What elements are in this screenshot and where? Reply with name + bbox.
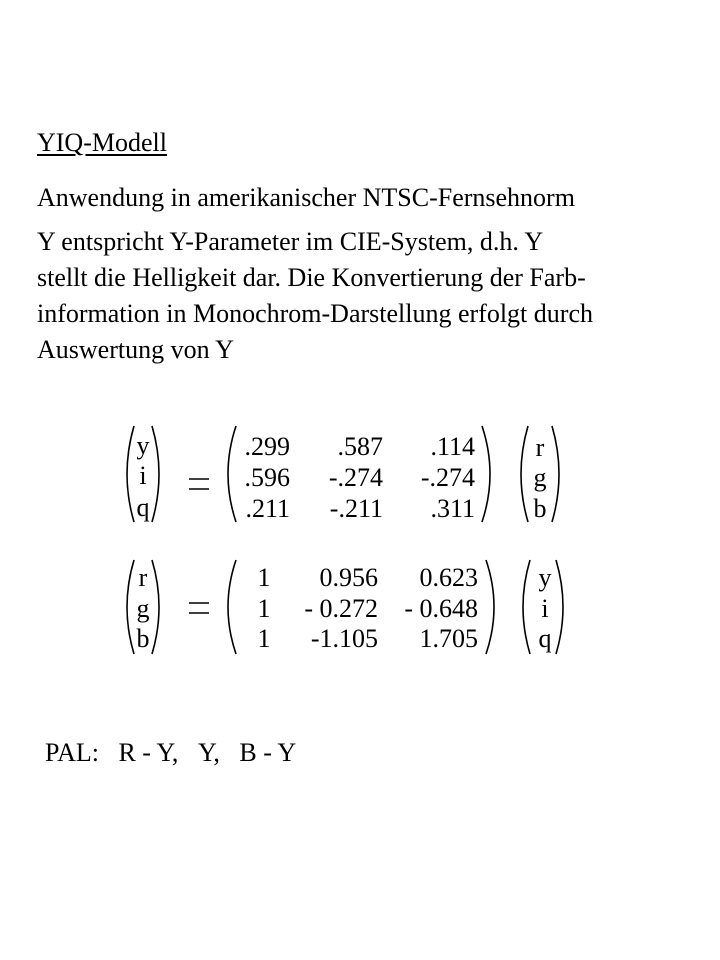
- bracket-right: [482, 426, 490, 522]
- paragraph-line: stellt die Helligkeit dar. Die Konvertierung der Farb-: [37, 263, 586, 292]
- equals-sign: [189, 479, 209, 489]
- matrix-cell: -.211: [329, 494, 383, 523]
- vector-entry: i: [541, 594, 549, 623]
- vector-entry: g: [533, 463, 547, 492]
- vector-entry: y: [538, 563, 552, 592]
- bracket-right: [486, 560, 494, 654]
- paragraph-line: Y entspricht Y-Parameter im CIE-System, d.h. Y: [37, 227, 544, 256]
- vector-entry: r: [535, 433, 545, 462]
- pal-formula: [45, 737, 296, 769]
- vector-entry: b: [136, 624, 150, 653]
- equation-yiq-from-rgb: [127, 426, 559, 523]
- bracket-left: [228, 426, 236, 522]
- vector-entry: b: [533, 494, 547, 523]
- bracket-left: [523, 560, 530, 654]
- vector-entry: i: [139, 461, 147, 490]
- pal-term: R - Y,: [118, 738, 179, 767]
- equation-rgb-from-yiq: [127, 560, 563, 654]
- matrix-cell: .114: [430, 432, 475, 461]
- matrix-cell: .299: [244, 432, 290, 461]
- vector-entry: q: [136, 493, 150, 522]
- matrix-cell: -.274: [328, 463, 383, 492]
- matrix-cell: 1: [257, 563, 271, 592]
- matrix-cell: - 0.648: [404, 594, 478, 623]
- vector-entry: q: [538, 624, 552, 653]
- pal-term: Y,: [197, 738, 220, 767]
- pal-label: PAL:: [45, 738, 99, 767]
- matrix-cell: 1.705: [419, 624, 478, 653]
- matrix-cell: .596: [244, 463, 290, 492]
- equals-sign: [189, 603, 209, 613]
- paragraph-line: Auswertung von Y: [37, 335, 234, 364]
- matrix-cell: 0.623: [419, 563, 478, 592]
- bracket-right: [552, 426, 559, 522]
- matrix-cell: 1: [257, 594, 271, 623]
- matrix-cell: 0.956: [319, 563, 378, 592]
- bracket-right: [152, 560, 159, 654]
- bracket-left: [127, 560, 134, 654]
- matrix-cell: 1: [257, 624, 271, 653]
- matrix-cell: -.274: [420, 463, 475, 492]
- bracket-left: [228, 560, 236, 654]
- bracket-right: [556, 560, 563, 654]
- vector-entry: g: [136, 594, 150, 623]
- bracket-left: [127, 426, 134, 522]
- vector-entry: r: [138, 563, 148, 592]
- matrix-cell: .587: [337, 432, 383, 461]
- bracket-right: [152, 426, 159, 522]
- pal-term: B - Y: [239, 738, 297, 767]
- matrix-cell: -1.105: [310, 624, 378, 653]
- page-title: YIQ-Modell: [37, 128, 167, 157]
- matrix-cell: .311: [430, 494, 475, 523]
- vector-entry: y: [136, 431, 150, 460]
- matrix-cell: - 0.272: [304, 594, 378, 623]
- subtitle: Anwendung in amerikanischer NTSC-Fernsehnorm: [37, 183, 575, 212]
- bracket-left: [521, 426, 528, 522]
- matrix-cell: .211: [245, 494, 290, 523]
- paragraph-line: information in Monochrom-Darstellung erfolgt durch: [37, 299, 593, 328]
